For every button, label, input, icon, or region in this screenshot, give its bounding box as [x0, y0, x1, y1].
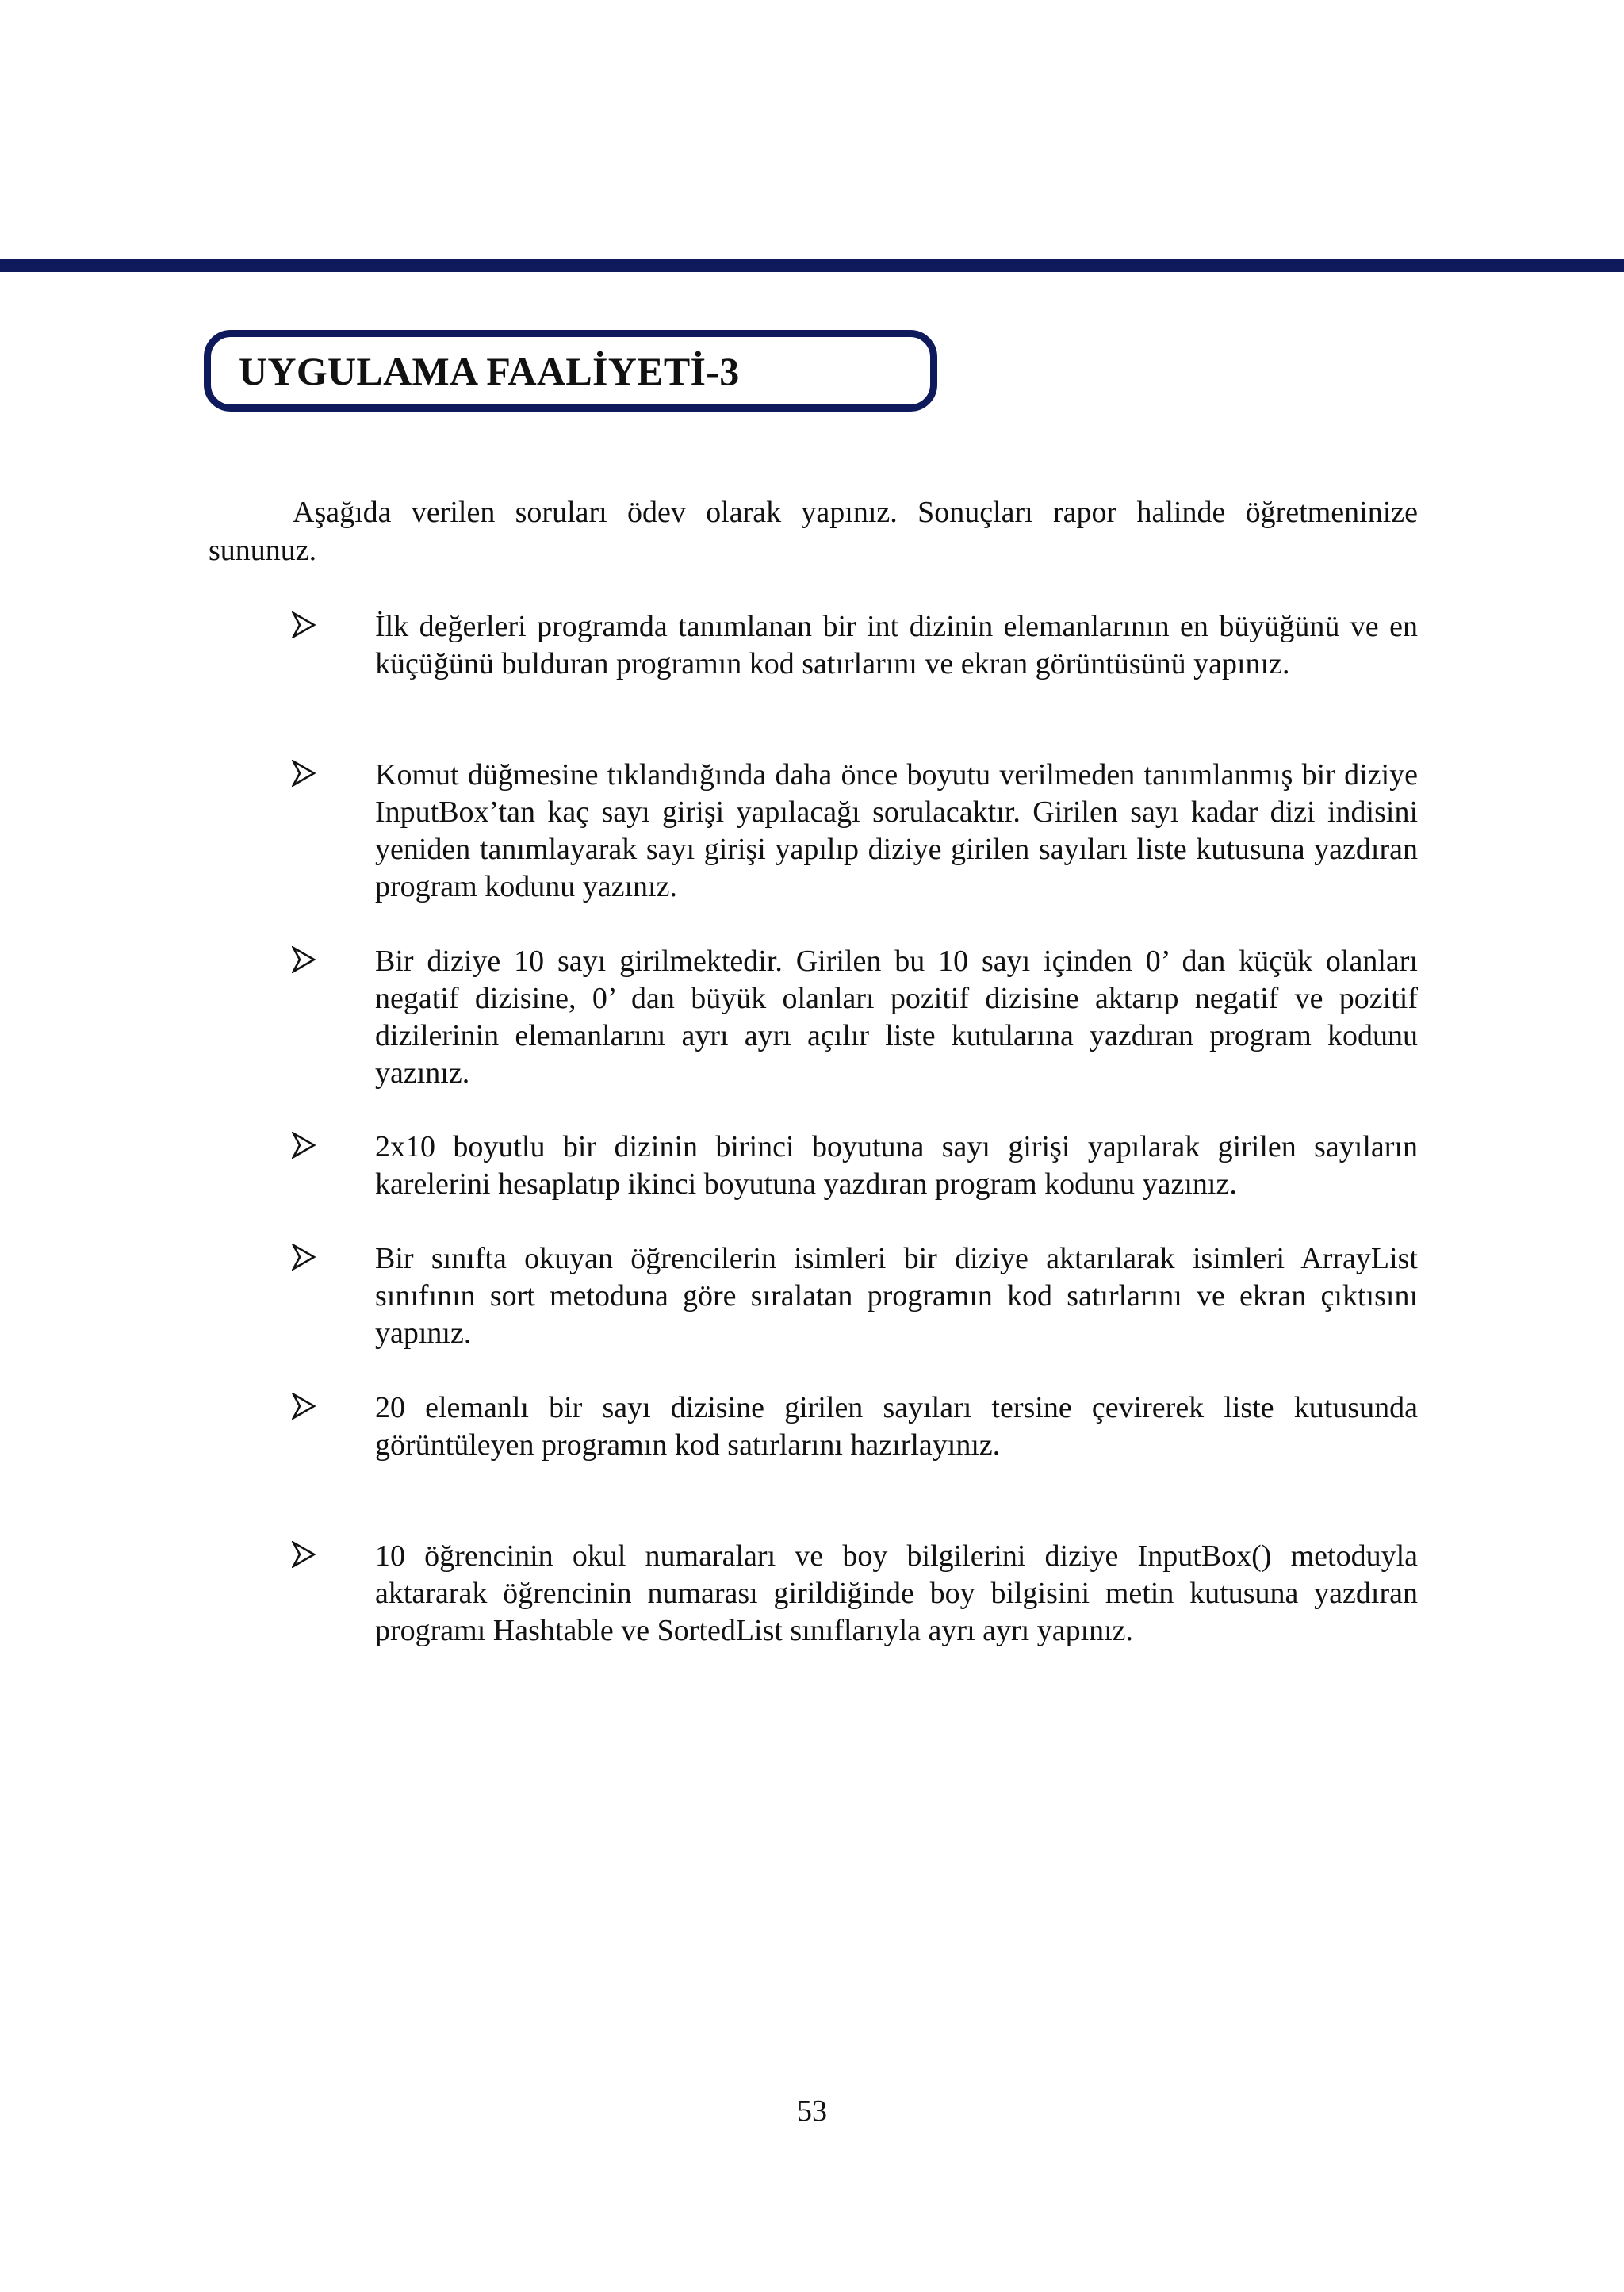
task-text: Komut düğmesine tıklandığında daha önce boyutu verilmeden tanımlanmış bir diziye InputBox’tan kaç sayı girişi yapılacağı sorulacaktır. Girilen sayı kadar dizi indisini yeniden tanımlayarak sayı girişi yapılıp diziye girilen sayıları liste kutusuna yazdıran program kodunu yazınız. [375, 758, 1418, 903]
task-text: 20 elemanlı bir sayı dizisine girilen sayıları tersine çevirerek liste kutusunda görüntüleyen programın kod satırlarını hazırlayınız. [375, 1391, 1418, 1462]
arrowhead-bullet-icon [292, 611, 316, 638]
intro-paragraph: Aşağıda verilen soruları ödev olarak yapınız. Sonuçları rapor halinde öğretmeninize sununuz. [209, 496, 1418, 567]
task-text: 10 öğrencinin okul numaraları ve boy bilgilerini diziye InputBox() metoduyla aktararak öğrencinin numarası girildiğinde boy bilgisini metin kutusuna yazdıran programı Hashtable ve SortedList sınıflarıyla ayrı ayrı yapınız. [375, 1539, 1418, 1647]
arrowhead-bullet-icon [292, 1244, 316, 1271]
activity-title-box [204, 330, 937, 412]
header-rule [0, 259, 1624, 272]
arrowhead-bullet-icon [292, 1541, 316, 1568]
arrowhead-bullet-icon [292, 1393, 316, 1420]
arrowhead-bullet-icon [292, 1132, 316, 1159]
task-text: 2x10 boyutlu bir dizinin birinci boyutuna sayı girişi yapılarak girilen sayıların karelerini hesaplatıp ikinci boyutuna yazdıran program kodunu yazınız. [375, 1130, 1418, 1201]
page-title: UYGULAMA FAALİYETİ-3 [239, 348, 740, 393]
task-text: Bir sınıfta okuyan öğrencilerin isimleri bir diziye aktarılarak isimleri ArrayList sınıfının sort metoduna göre sıralatan programın kod satırlarını ve ekran çıktısını yapınız. [375, 1242, 1418, 1350]
task-text: Bir diziye 10 sayı girilmektedir. Girilen bu 10 sayı içinden 0’ dan küçük olanları negatif dizisine, 0’ dan büyük olanları pozitif dizisine aktarıp negatif ve pozitif dizilerinin elemanlarını ayrı ayrı açılır liste kutularına yazdıran program kodunu yazınız. [375, 945, 1418, 1090]
page-number: 53 [797, 2095, 827, 2128]
task-text: İlk değerleri programda tanımlanan bir int dizinin elemanlarının en büyüğünü ve en küçüğünü bulduran programın kod satırlarını ve ekran görüntüsünü yapınız. [375, 610, 1418, 680]
arrowhead-bullet-icon [292, 760, 316, 787]
arrowhead-bullet-icon [292, 946, 316, 973]
